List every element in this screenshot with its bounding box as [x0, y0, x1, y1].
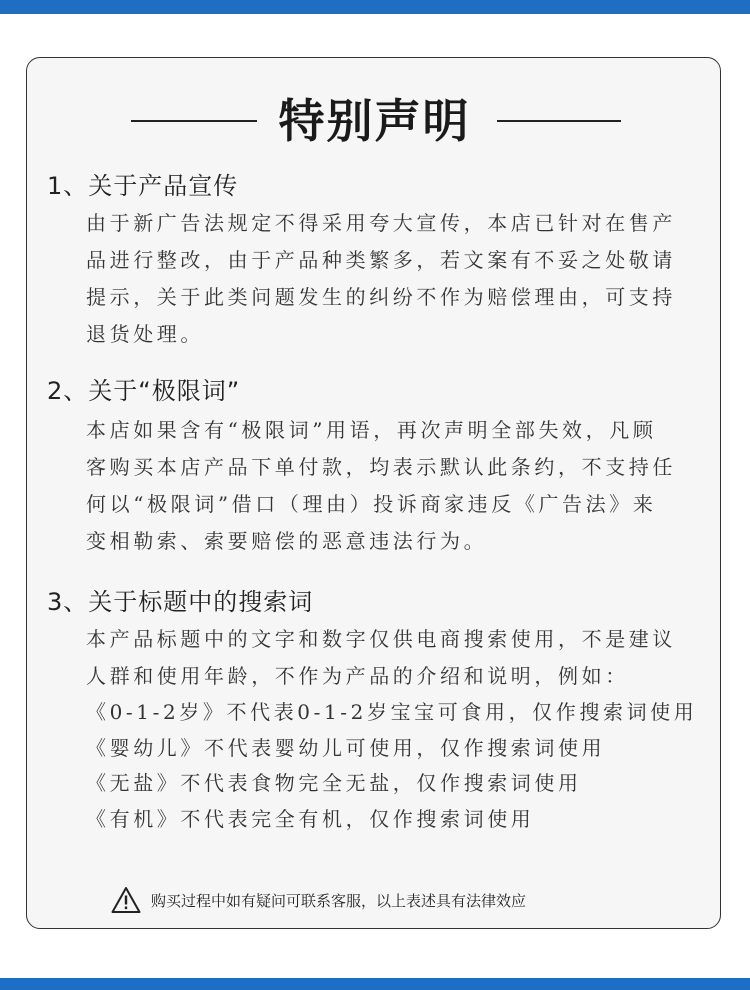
warning-triangle-icon — [111, 886, 141, 914]
footer-text: 购买过程中如有疑问可联系客服，以上表述具有法律效应 — [151, 891, 527, 910]
section-line: 何以“极限词”借口（理由）投诉商家违反《广告法》来 — [86, 492, 657, 516]
section-line: 《无盐》不代表食物完全无盐，仅作搜索词使用 — [86, 771, 582, 795]
section-line: 品进行整改，由于产品种类繁多，若文案有不妥之处敬请 — [86, 248, 676, 272]
notice-card — [26, 57, 721, 929]
section-line: 由于新广告法规定不得采用夸大宣传，本店已针对在售产 — [86, 211, 676, 235]
section-line: 提示，关于此类问题发生的纠纷不作为赔偿理由，可支持 — [86, 285, 676, 309]
section-line: 本店如果含有“极限词”用语，再次声明全部失效，凡顾 — [86, 418, 657, 442]
title-divider-right — [497, 120, 621, 122]
section-line: 本产品标题中的文字和数字仅供电商搜索使用，不是建议 — [86, 627, 676, 651]
section-line: 变相勒索、索要赔偿的恶意违法行为。 — [86, 529, 488, 553]
section-line: 《0-1-2岁》不代表0-1-2岁宝宝可食用，仅作搜索词使用 — [86, 700, 698, 724]
bottom-accent-bar — [0, 978, 750, 990]
section-line: 《婴幼儿》不代表婴幼儿可使用，仅作搜索词使用 — [86, 736, 606, 760]
section-heading: 1、关于产品宣传 — [47, 172, 239, 200]
section-heading: 3、关于标题中的搜索词 — [47, 588, 314, 616]
section-line: 客购买本店产品下单付款，均表示默认此条约，不支持任 — [86, 455, 676, 479]
section-line: 《有机》不代表完全有机，仅作搜索词使用 — [86, 807, 535, 831]
footer-notice — [111, 886, 526, 914]
page-title: 特别声明 — [278, 94, 471, 148]
section-line: 退货处理。 — [86, 322, 204, 346]
section-heading: 2、关于“极限词” — [47, 377, 241, 405]
top-accent-bar — [0, 0, 750, 14]
title-row — [27, 96, 722, 146]
section-line: 人群和使用年龄，不作为产品的介绍和说明，例如： — [86, 664, 629, 688]
